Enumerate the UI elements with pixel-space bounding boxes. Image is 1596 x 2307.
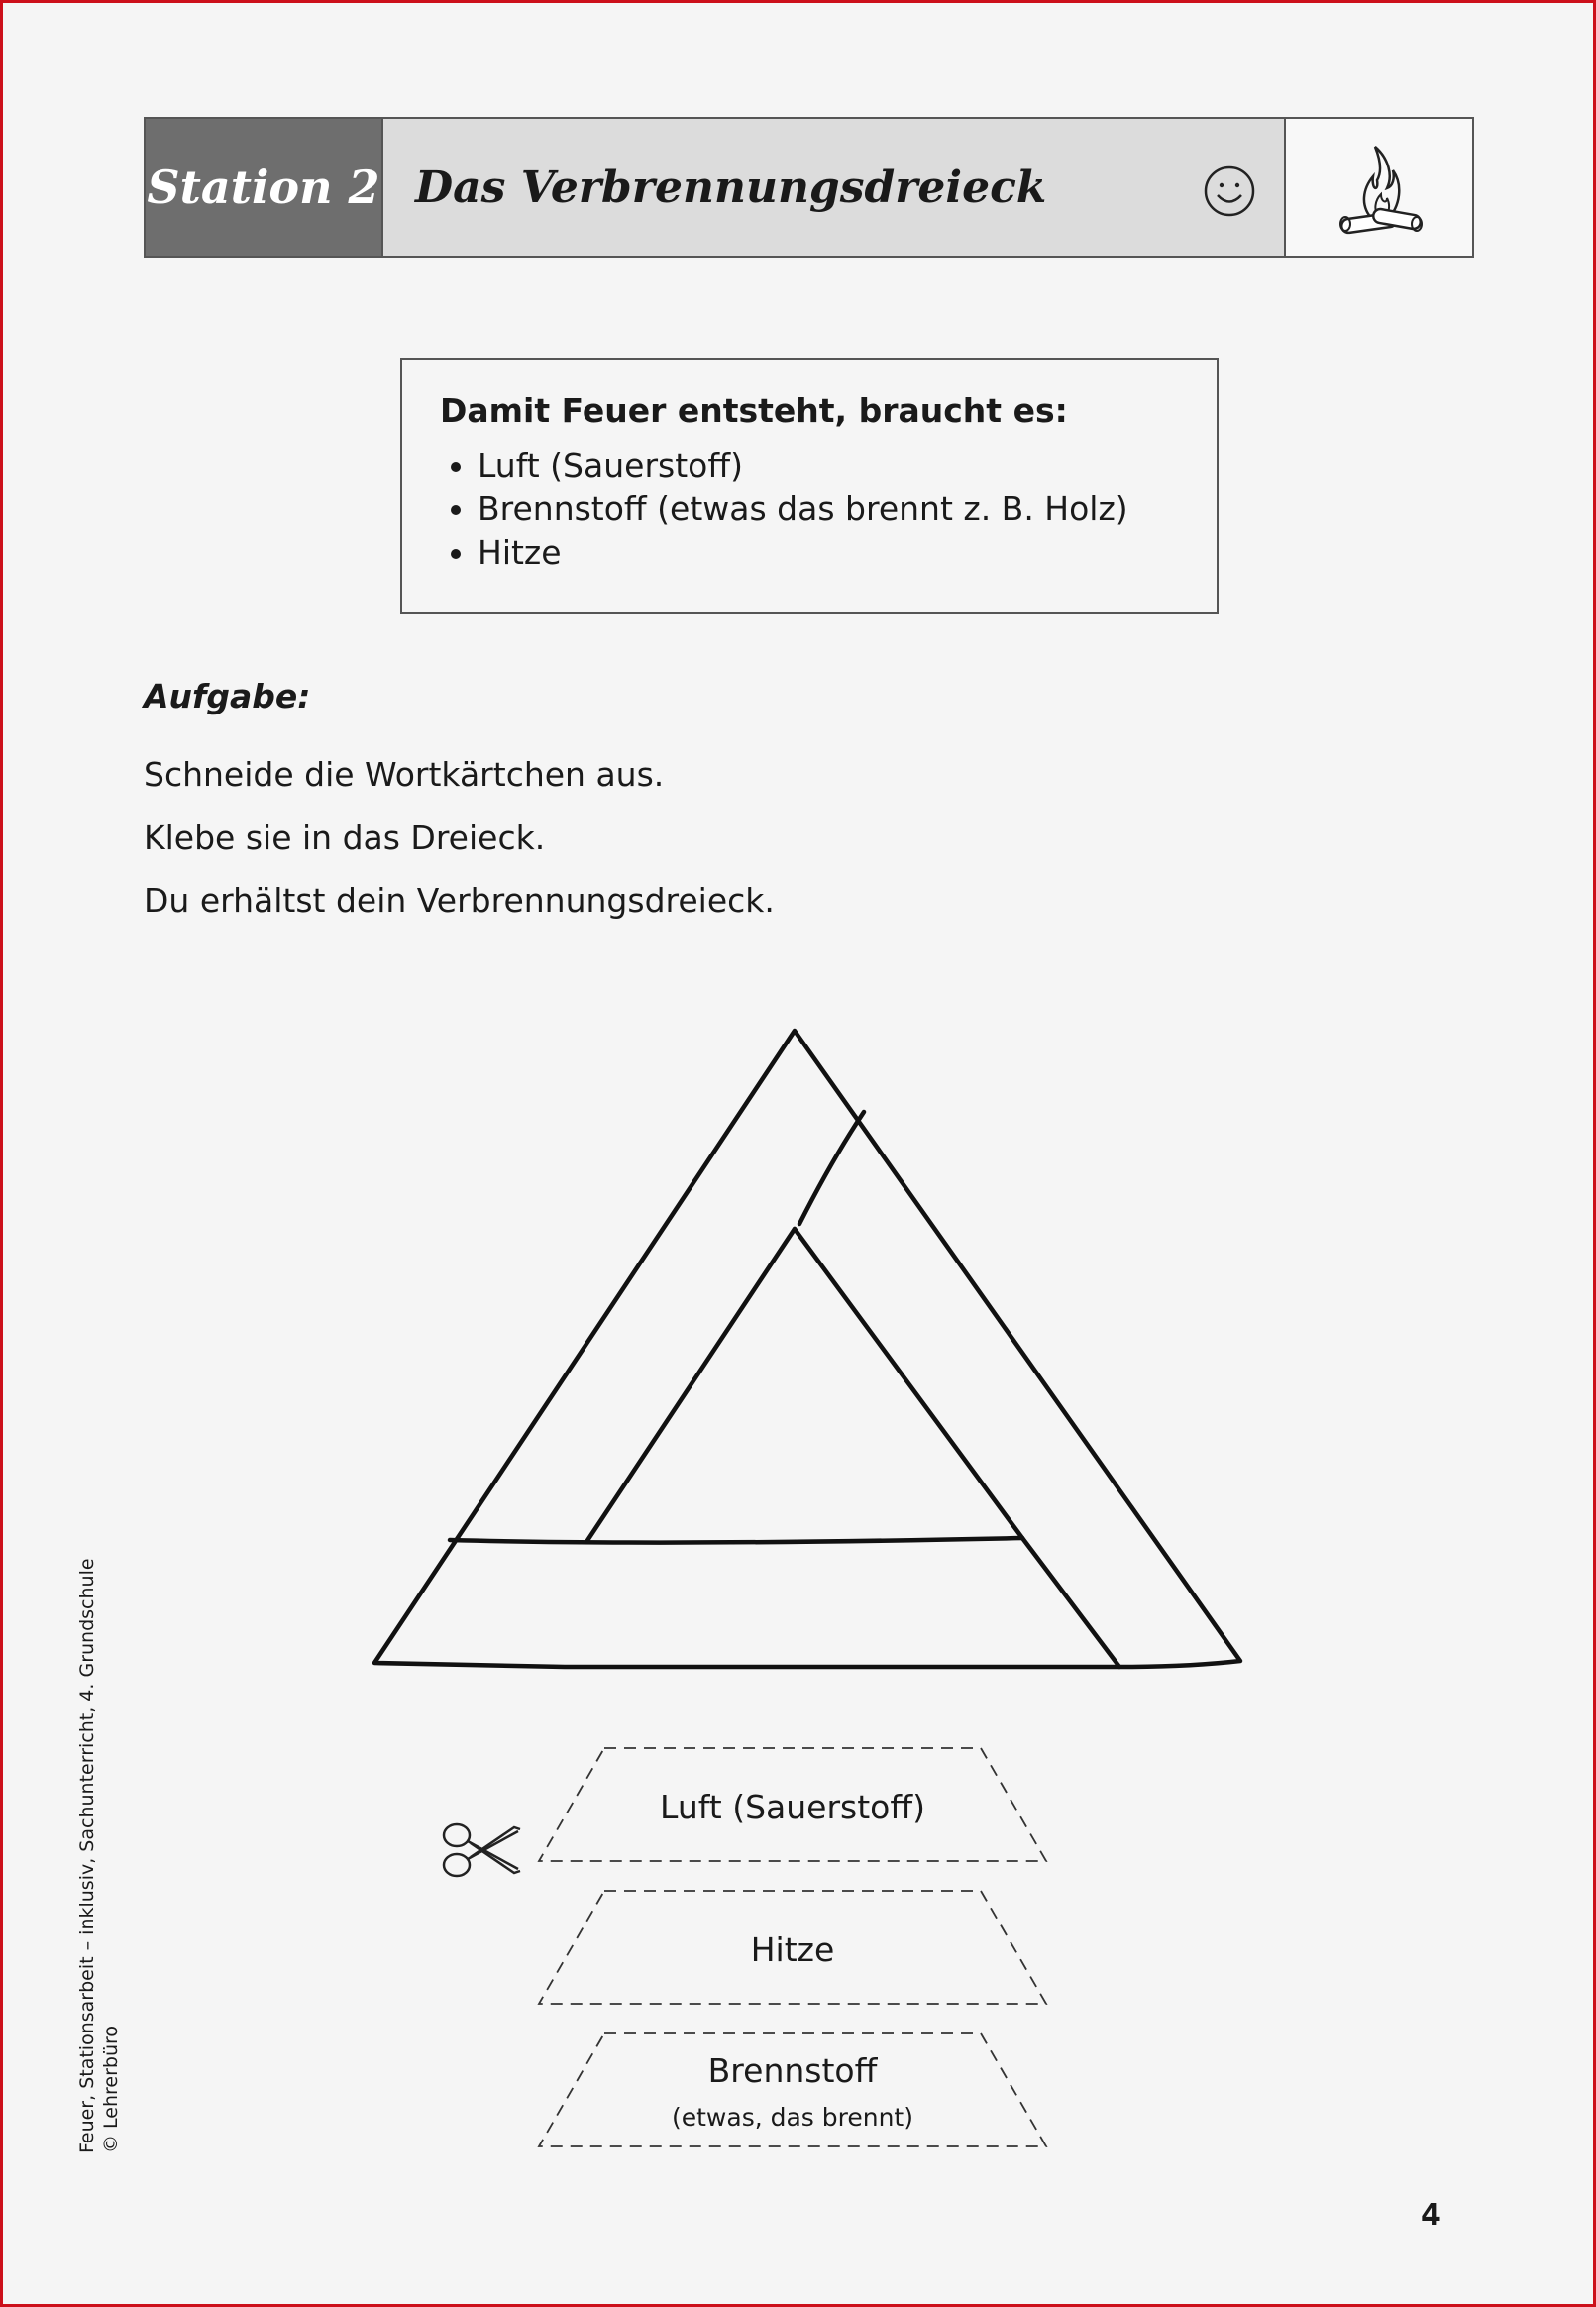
task-instruction: Klebe sie in das Dreieck. <box>144 819 546 857</box>
scissors-icon <box>439 1819 524 1881</box>
source-note <box>75 1558 123 2153</box>
list-item: • Hitze <box>478 531 1179 575</box>
fire-requirements-list <box>440 444 1179 575</box>
info-heading: Damit Feuer entsteht, braucht es: <box>440 391 1068 430</box>
card-label: Hitze <box>750 1930 835 1969</box>
list-item: • Luft (Sauerstoff) <box>478 444 1179 488</box>
task-instruction: Du erhältst dein Verbrennungsdreieck. <box>144 881 775 920</box>
copyright-text: © Lehrerbüro <box>100 2025 122 2153</box>
smiley-icon <box>1203 165 1256 218</box>
station-header <box>144 117 1474 258</box>
page-number: 4 <box>1421 2198 1441 2233</box>
worksheet-title: Das Verbrennungsdreieck <box>415 162 1047 213</box>
campfire-cell <box>1286 119 1472 256</box>
info-box <box>400 358 1219 614</box>
source-text: Feuer, Stationsarbeit – inklusiv, Sachunterricht, 4. Grundschule <box>76 1558 98 2153</box>
task-instruction: Schneide die Wortkärtchen aus. <box>144 755 665 794</box>
cut-outline <box>535 2030 1050 2150</box>
word-card-hitze <box>535 1887 1050 2008</box>
card-sublabel: (etwas, das brennt) <box>671 2103 913 2132</box>
fire-triangle-drawing <box>367 1021 1258 1685</box>
campfire-icon <box>1330 133 1429 242</box>
list-item: • Brennstoff (etwas das brennt z. B. Holz) <box>478 488 1179 531</box>
task-title: Aufgabe: <box>144 677 311 715</box>
word-cards <box>535 1744 1050 2172</box>
worksheet-title-cell <box>383 119 1286 256</box>
card-label: Luft (Sauerstoff) <box>660 1788 925 1826</box>
station-label: Station 2 <box>146 119 383 256</box>
word-card-brennstoff <box>535 2030 1050 2150</box>
card-label: Brennstoff <box>707 2051 878 2090</box>
word-card-luft <box>535 1744 1050 1865</box>
